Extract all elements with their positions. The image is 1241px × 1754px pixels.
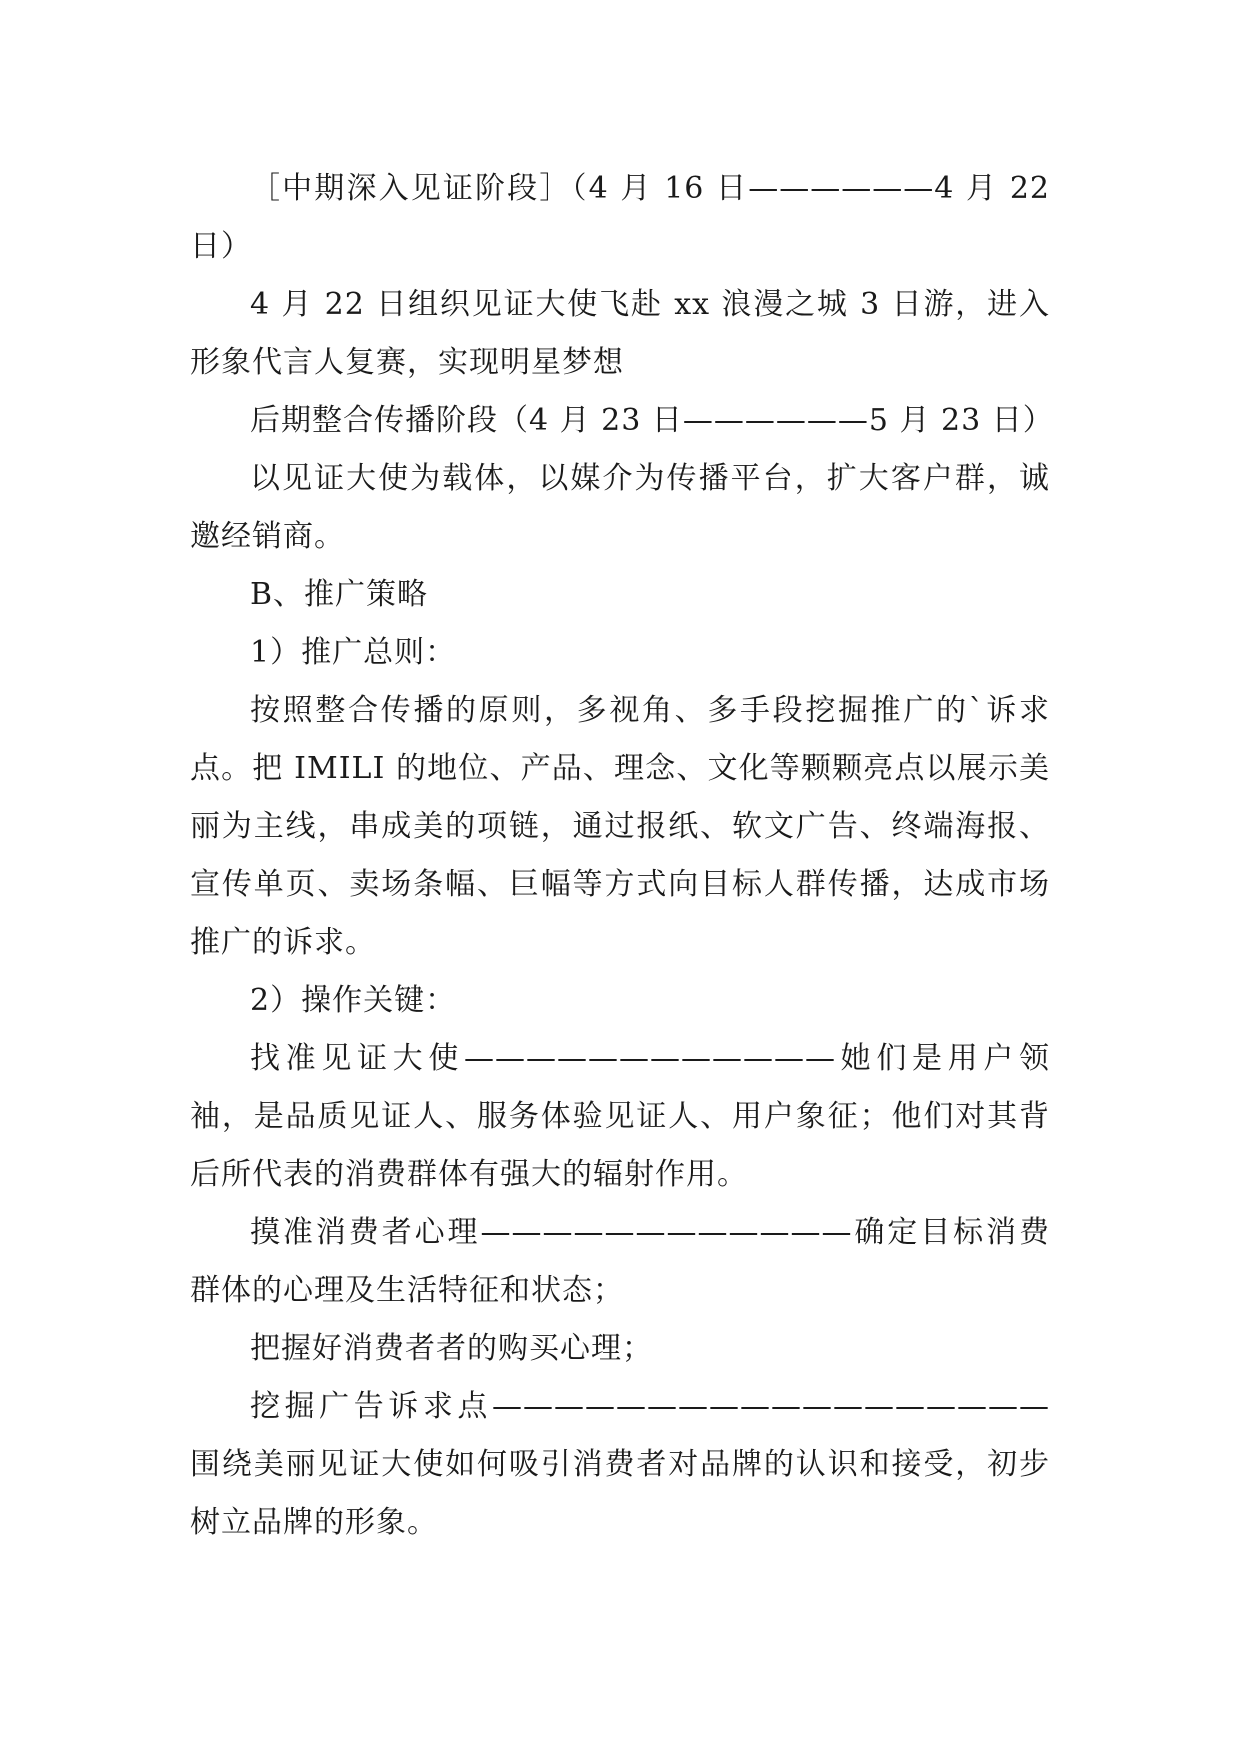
- section-heading-promotion-strategy: B、推广策略: [250, 577, 429, 612]
- document-body: [190, 160, 1054, 1552]
- paragraph-ad-appeal: 挖掘广告诉求点——————————————————围绕美丽见证大使如何吸引消费者对品牌的认识和接受，初步树立品牌的形象。: [190, 1389, 1050, 1540]
- paragraph-integrated-communication: 按照整合传播的原则，多视角、多手段挖掘推广的`诉求点。把 IMILI 的地位、产品、理念、文化等颗颗亮点以展示美丽为主线，串成美的项链，通过报纸、软文广告、终端海报、宣传单页、卖场条幅、巨幅等方式向目标人群传播，达成市场推广的诉求。: [190, 693, 1050, 960]
- paragraph-romantic-city-trip: 4 月 22 日组织见证大使飞赴 xx 浪漫之城 3 日游，进入形象代言人复赛，实现明星梦想: [190, 287, 1050, 380]
- paragraph-find-ambassadors: 找准见证大使————————————她们是用户领袖，是品质见证人、服务体验见证人、用户象征；他们对其背后所代表的消费群体有强大的辐射作用。: [190, 1041, 1050, 1192]
- paragraph-media-platform: 以见证大使为载体，以媒介为传播平台，扩大客户群，诚邀经销商。: [190, 461, 1050, 554]
- paragraph-late-stage-heading: 后期整合传播阶段（4 月 23 日——————5 月 23 日）: [250, 403, 1054, 438]
- paragraph-consumer-psychology: 摸准消费者心理————————————确定目标消费群体的心理及生活特征和状态；: [190, 1215, 1050, 1308]
- paragraph-purchase-psychology: 把握好消费者者的购买心理；: [250, 1331, 653, 1366]
- subheading-promotion-principles: 1）推广总则：: [250, 635, 457, 670]
- paragraph-mid-stage-heading: ［中期深入见证阶段］（4 月 16 日——————4 月 22 日）: [190, 171, 1050, 264]
- subheading-operation-keys: 2）操作关键：: [250, 983, 457, 1018]
